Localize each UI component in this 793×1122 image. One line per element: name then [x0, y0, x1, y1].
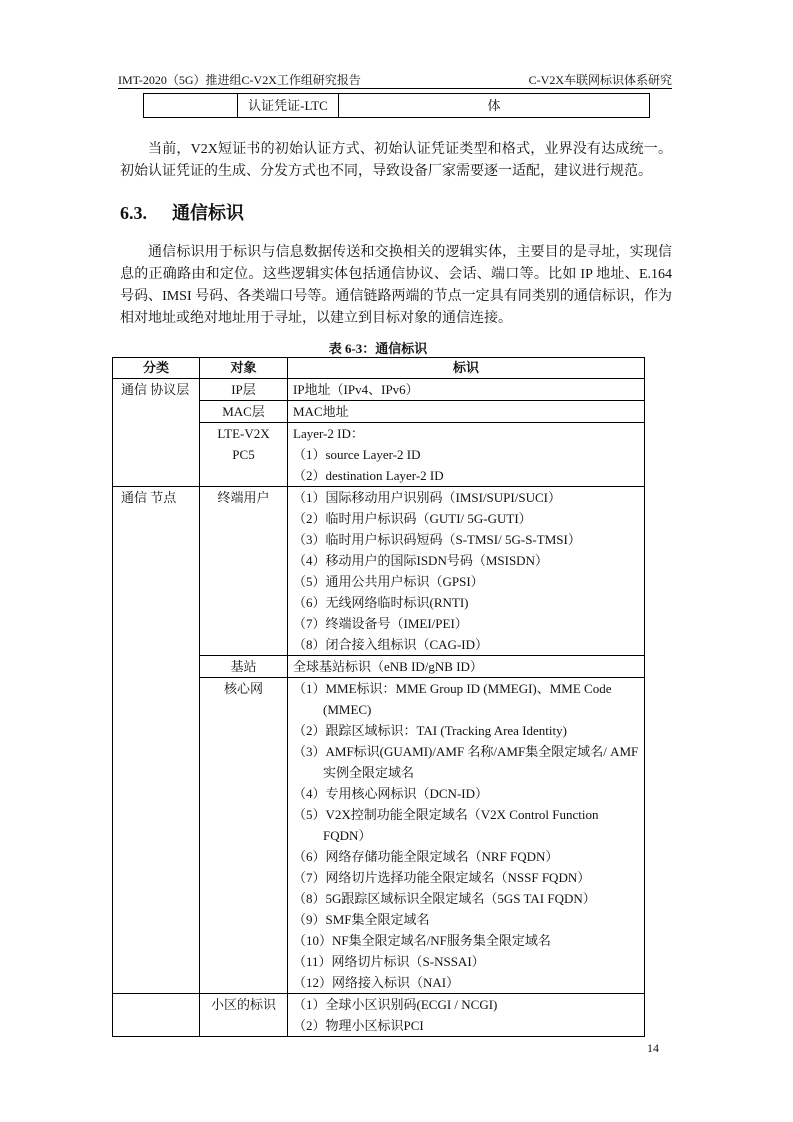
identifier-item: （2）destination Layer-2 ID: [293, 468, 444, 483]
object-label: PC5: [232, 447, 255, 462]
identifier-item: （2）物理小区标识PCI: [293, 1018, 424, 1033]
object-cell: [200, 423, 288, 487]
identifier-item: （1）MME标识：MME Group ID (MMEGI)、MME Code (MMEC): [293, 681, 612, 717]
running-header-left: IMT-2020（5G）推进组C-V2X工作组研究报告: [118, 73, 361, 87]
running-header-right: C-V2X车联网标识体系研究: [528, 73, 672, 87]
identifier-item: （5）V2X控制功能全限定域名（V2X Control Function FQDN）: [293, 807, 599, 843]
section-paragraph: 通信标识用于标识与信息数据传送和交换相关的逻辑实体，主要目的是寻址，实现信息的正确路由和定位。这些逻辑实体包括通信协议、会话、端口等。比如 IP 地址、E.164 号码、IMSI 号码、各类端口号等。通信链路两端的节点一定具有同类别的通信标识，作为相对地址或绝对地址用于寻址，以建立到目标对象的通信连接。: [120, 245, 672, 326]
identifier-cell: [288, 678, 645, 994]
page-number: 14: [647, 1041, 659, 1055]
identifier-item: （6）无线网络临时标识(RNTI): [293, 595, 469, 610]
identifier-cell: [288, 379, 645, 401]
running-header: [118, 70, 672, 89]
identifier-item: 全球基站标识（eNB ID/gNB ID）: [293, 659, 483, 674]
object-cell: [200, 656, 288, 678]
identifier-item: （3）AMF标识(GUAMI)/AMF 名称/AMF集全限定域名/ AMF 实例全限定域名: [293, 744, 639, 780]
identifier-item: （11）网络切片标识（S-NSSAI）: [293, 954, 485, 969]
identifier-cell: [288, 487, 645, 656]
object-label: LTE-V2X: [217, 426, 270, 441]
identifier-cell: [288, 656, 645, 678]
column-header-identifier: 标识: [288, 358, 645, 379]
identifier-item: IP地址（IPv4、IPv6）: [293, 382, 419, 397]
continued-table-description-cell: 体: [339, 94, 650, 118]
category-cell: 通信 协议层: [113, 379, 200, 487]
identifier-item: MAC地址: [293, 404, 349, 419]
continued-table: [143, 93, 650, 118]
identifier-item: （4）专用核心网标识（DCN-ID）: [293, 786, 488, 801]
identifier-item: （8）闭合接入组标识（CAG-ID）: [293, 637, 488, 652]
category-cell-empty: [113, 994, 200, 1037]
identifier-item: （8）5G跟踪区域标识全限定域名（5GS TAI FQDN）: [293, 891, 596, 906]
table-row: [113, 487, 645, 656]
object-label: 终端用户: [217, 490, 270, 505]
column-header-object: 对象: [200, 358, 288, 379]
identifier-item: （7）终端设备号（IMEI/PEI）: [293, 616, 468, 631]
identifier-item: （3）临时用户标识码短码（S-TMSI/ 5G-S-TMSI）: [293, 532, 581, 547]
table-caption: 表 6-3：通信标识: [328, 341, 428, 356]
category-cell: 通信 节点: [113, 487, 200, 994]
identifier-item: （4）移动用户的国际ISDN号码（MSISDN）: [293, 553, 548, 568]
identifier-cell: [288, 423, 645, 487]
object-label: 核心网: [223, 681, 263, 696]
identifier-item: （10）NF集全限定域名/NF服务集全限定域名: [293, 933, 551, 948]
communication-identifier-table: [112, 357, 645, 1037]
section-heading: [120, 199, 244, 227]
intro-paragraph: 当前，V2X短证书的初始认证方式、初始认证凭证类型和格式，业界没有达成统一。初始认证凭证的生成、分发方式也不同，导致设备厂家需要逐一适配，建议进行规范。: [120, 142, 672, 179]
identifier-item: （5）通用公共用户标识（GPSI）: [293, 574, 484, 589]
section-number: 6.3.: [120, 203, 147, 223]
identifier-item: （1）source Layer-2 ID: [293, 447, 421, 462]
identifier-item: （7）网络切片选择功能全限定域名（NSSF FQDN）: [293, 870, 591, 885]
continued-table-credential-cell: 认证凭证-LTC: [238, 94, 339, 118]
identifier-item: （2）临时用户标识码（GUTI/ 5G-GUTI）: [293, 511, 532, 526]
object-cell: [200, 678, 288, 994]
identifier-item: （12）网络接入标识（NAI）: [293, 975, 460, 990]
object-label: 基站: [230, 659, 257, 674]
identifier-item: （1）国际移动用户识别码（IMSI/SUPI/SUCI）: [293, 490, 561, 505]
identifier-item: Layer-2 ID：: [293, 426, 364, 441]
continued-table-empty-cell: [144, 94, 238, 118]
object-label: IP层: [231, 382, 256, 397]
identifier-cell: [288, 401, 645, 423]
identifier-item: （6）网络存储功能全限定域名（NRF FQDN）: [293, 849, 559, 864]
identifier-item: （1）全球小区识别码(ECGI / NCGI): [293, 997, 498, 1012]
object-cell: [200, 994, 288, 1037]
identifier-cell: [288, 994, 645, 1037]
section-title: 通信标识: [172, 203, 244, 223]
object-cell: [200, 379, 288, 401]
table-header-row: [113, 358, 645, 379]
column-header-category: 分类: [113, 358, 200, 379]
table-row: [113, 994, 645, 1037]
identifier-item: （9）SMF集全限定域名: [293, 912, 430, 927]
object-cell: [200, 487, 288, 656]
object-label: MAC层: [222, 404, 265, 419]
table-row: [113, 379, 645, 401]
object-cell: [200, 401, 288, 423]
continued-table-row: [144, 94, 650, 118]
object-label: 小区的标识: [210, 997, 276, 1012]
identifier-item: （2）跟踪区域标识：TAI (Tracking Area Identity): [293, 723, 567, 738]
